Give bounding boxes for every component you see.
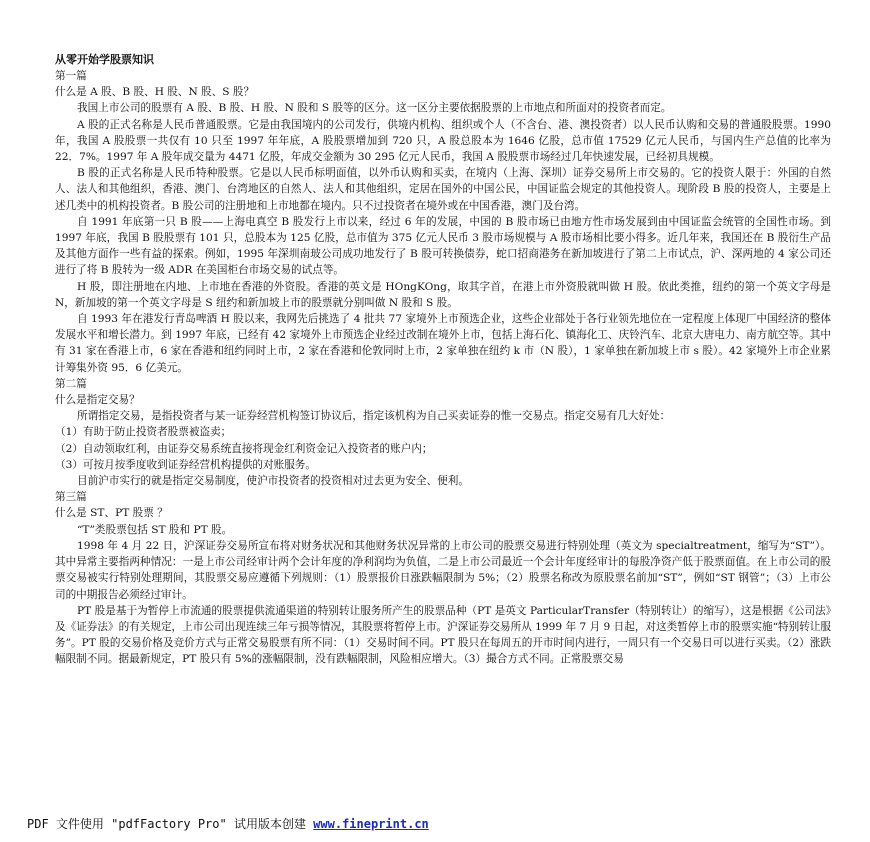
paragraph: “T”类股票包括 ST 股和 PT 股。 — [77, 523, 233, 536]
paragraph: 自 1991 年底第一只 B 股——上海电真空 B 股发行上市以来，经过 6 年的发展，中国的 B 股市场已由地方性市场发展到由中国证监会统管的全国性市场。到 1997 年底，我国 B 股股票有 101 只，总股本为 125 亿股，总市值为 375 亿元人民币 3 股市场规模与 A 股市场相比要小得多。近几年来，我国还在 B 股衍生产品及其他方面作一些有益的探索。例如，1995 年深圳南玻公司成功地发行了 B 股可转换债券，蛇口招商港务在新加坡进行了第二上市试点，沪、深两地的 4 家公司还进行了将 B 股转为一级 ADR 在美国柜台市场交易的试点等。 — [55, 215, 831, 277]
list-item: （2）自动领取红利，由证券交易系统直接将现金红利资金记入投资者的账户内； — [55, 442, 433, 455]
pdf-watermark-footer — [27, 815, 429, 832]
paragraph: H 股，即注册地在内地、上市地在香港的外资股。香港的英文是 HOngKOng，取其字首，在港上市外资股就叫做 H 股。依此类推，纽约的第一个英文字母是 N，新加坡的第一个英文字母是 S 纽约和新加坡上市的股票就分别叫做 N 股和 S 股。 — [55, 280, 831, 309]
fineprint-link[interactable]: www.fineprint.cn — [313, 817, 429, 831]
section-heading-1: 第一篇 — [55, 70, 87, 82]
question-2: 什么是指定交易？ — [55, 394, 140, 407]
document-page — [55, 52, 831, 668]
list-item: （1）有助于防止投资者股票被盗卖； — [55, 426, 232, 439]
paragraph: 自 1993 年在港发行青岛啤酒 H 股以来，我网先后挑选了 4 批共 77 家境外上市预选企业，这些企业部处于各行业领先地位在一定程度上体现厂中国经济的整体发展水平和增长潜力。到 1997 年底，已经有 42 家境外上市预选企业经过改制在境外上市，包括上海石化、镇海化工、庆铃汽车、北京大唐电力、南方航空等。其中有 31 家在香港上市，6 家在香港和纽约同时上市，2 家在香港和伦敦同时上市，2 家单独在纽约 k 市（N 股），1 家单独在新加坡上市 s 股）。42 家境外上市企业累计筹集外资 95．6 亿美元。 — [55, 313, 831, 374]
paragraph: 我国上市公司的股票有 A 股、B 股、H 股、N 股和 S 股等的区分。这一区分主要依据股票的上市地点和所面对的投资者而定。 — [77, 102, 672, 115]
paragraph: A 股的正式名称是人民币普通股票。它是由我国境内的公司发行，供境内机构、组织或个人（不含台、港、澳投资者）以人民币认购和交易的普通股股票。1990 年，我国 A 股股票一共仅有 10 只至 1997 年年底，A 股股票增加到 720 只，A 股总股本为 1646 亿股，总市值 17529 亿元人民币，与国内生产总值的比率为 22．7%。1997 年 A 股年成交量为 4471 亿股，年成交金额为 30 295 亿元人民币，我国 A 股股票市场经过几年快速发展，已经初具规模。 — [55, 118, 831, 164]
footer-text: PDF 文件使用 "pdfFactory Pro" 试用版本创建 — [27, 817, 314, 831]
document-title: 从零开始学股票知识 — [55, 53, 154, 66]
question-3: 什么是 ST、PT 股票 ？ — [55, 507, 168, 520]
list-item: （3）可按月按季度收到证券经营机构提供的对账服务。 — [55, 458, 316, 471]
question-1: 什么是 A 股、B 股、H 股、N 股、S 股？ — [55, 86, 255, 99]
paragraph: 1998 年 4 月 22 日，沪深证券交易所宣布将对财务状况和其他财务状况异常的上市公司的股票交易进行特别处理（英文为 specialtreatment，缩写为“ST”）。其中异常主要指两种情况：一是上市公司经审计两个会计年度的净利润均为负值，二是上市公司最近一个会计年度经审计的每股净资产低于股票面值。在上市公司的股票交易被实行特别处理期间，其股票交易应遵循下列规则：（1）股票报价日涨跌幅限制为 5%；（2）股票名称改为原股票名前加“ST”，例如“ST 钢管”；（3）上市公司的中期报告必须经过审计。 — [55, 539, 831, 601]
paragraph: B 股的正式名称是人民币特种股票。它是以人民币标明面值，以外币认购和买卖，在境内（上海、深圳）证券交易所上市交易的。它的投资人限于：外国的自然人、法人和其他组织，香港、澳门、台湾地区的自然人、法人和其他组织，定居在国外的中国公民，中国证监会规定的其他投资人。现阶段 B 股的投资人，主要是上述几类中的机构投资者。B 股公司的注册地和上市地都在境内。只不过投资者在境外或在中国香港，澳门及台湾。 — [55, 167, 831, 212]
paragraph: 所谓指定交易，是指投资者与某一证券经营机构签订协议后，指定该机构为自己买卖证券的惟一交易点。指定交易有几大好处： — [77, 410, 671, 423]
paragraph: PT 股是基于为暂停上市流通的股票提供流通渠道的特别转让服务所产生的股票品种（PT 是英文 ParticularTransfer（特别转让）的缩写），这是根据《公司法》及《证券法》的有关规定，上市公司出现连续三年亏损等情况，其股票将暂停上市。沪深证券交易所从 1999 年 7 月 9 日起，对这类暂停上市的股票实施“特别转让服务”。PT 股的交易价格及竞价方式与正常交易股票有所不同：（1）交易时间不同。PT 股只在每周五的开市时间内进行，一周只有一个交易日可以进行买卖。（2）涨跌幅限制不同。据最新规定，PT 股只有 5%的涨幅限制，没有跌幅限制，风险相应增大。（3）撮合方式不同。正常股票交易 — [55, 604, 831, 666]
section-heading-2: 第二篇 — [55, 377, 87, 390]
paragraph: 目前沪市实行的就是指定交易制度，使沪市投资者的投资相对过去更为安全、便利。 — [77, 475, 469, 488]
section-heading-3: 第三篇 — [55, 491, 87, 504]
